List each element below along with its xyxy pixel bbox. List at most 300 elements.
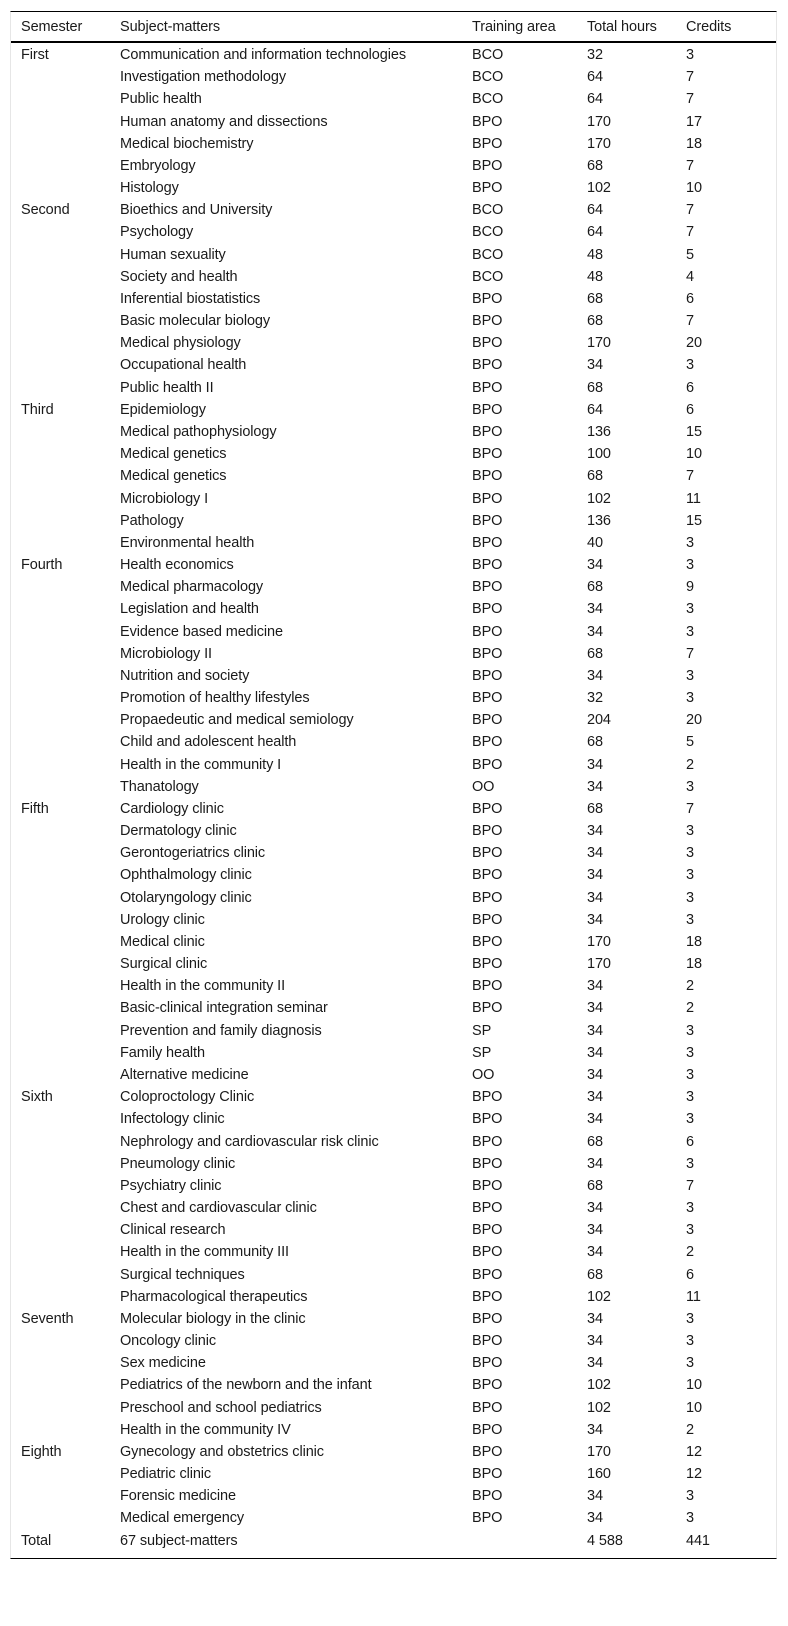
cell-total-hours: 34 [587, 756, 603, 773]
cell-subject-matter: Embryology [120, 157, 196, 174]
cell-subject-matter: Medical physiology [120, 335, 241, 352]
cell-semester: Second [21, 202, 70, 219]
cell-total-hours: 102 [587, 1399, 611, 1416]
table-row [11, 421, 776, 443]
cell-subject-matter: Basic-clinical integration seminar [120, 1000, 328, 1017]
cell-total-hours: 170 [587, 956, 611, 973]
table-row [11, 1020, 776, 1042]
cell-credits: 7 [686, 202, 694, 219]
table-row [11, 1441, 776, 1463]
cell-credits: 17 [686, 113, 702, 130]
cell-subject-matter: Gerontogeriatrics clinic [120, 845, 266, 862]
cell-training-area: BPO [472, 401, 503, 418]
cell-semester: Third [21, 401, 54, 418]
cell-total-hours: 34 [587, 1310, 603, 1327]
cell-total-hours: 68 [587, 800, 603, 817]
cell-training-area: BPO [472, 113, 503, 130]
cell-credits: 7 [686, 157, 694, 174]
table-row [11, 310, 776, 332]
cell-training-area: BPO [472, 1089, 503, 1106]
cell-total-hours: 34 [587, 1089, 603, 1106]
cell-training-area: BPO [472, 534, 503, 551]
cell-subject-matter: Ophthalmology clinic [120, 867, 252, 884]
cell-training-area: BPO [472, 1510, 503, 1527]
cell-credits: 3 [686, 601, 694, 618]
cell-total-hours: 34 [587, 1044, 603, 1061]
table-row [11, 1086, 776, 1108]
cell-training-area: BPO [472, 1488, 503, 1505]
cell-total-hours: 34 [587, 978, 603, 995]
cell-subject-matter: Surgical clinic [120, 956, 208, 973]
cell-subject-matter: Medical genetics [120, 446, 227, 463]
cell-subject-matter: Pediatrics of the newborn and the infant [120, 1377, 372, 1394]
cell-semester [11, 1197, 120, 1219]
cell-credits: 12 [686, 1443, 702, 1460]
cell-semester [11, 1374, 120, 1396]
cell-credits: 6 [686, 1266, 694, 1283]
cell-credits: 3 [686, 911, 694, 928]
cell-credits: 3 [686, 1111, 694, 1128]
cell-total-hours: 102 [587, 180, 611, 197]
table-row [11, 1153, 776, 1175]
header-total-hours: Total hours [587, 12, 686, 42]
cell-subject-matter: Medical emergency [120, 1510, 245, 1527]
cell-total-hours: 136 [587, 512, 611, 529]
cell-credits: 7 [686, 69, 694, 86]
cell-total-hours: 34 [587, 1244, 603, 1261]
cell-credits: 6 [686, 401, 694, 418]
table-row [11, 1485, 776, 1507]
cell-semester [11, 909, 120, 931]
cell-credits: 20 [686, 335, 702, 352]
cell-subject-matter: Propaedeutic and medical semiology [120, 712, 354, 729]
table-row [11, 576, 776, 598]
cell-credits: 15 [686, 424, 702, 440]
total-hours: 4 588 [587, 1532, 623, 1549]
cell-semester: First [21, 47, 49, 64]
cell-total-hours: 68 [587, 1133, 603, 1150]
cell-semester [11, 643, 120, 665]
table-row [11, 687, 776, 709]
table-row [11, 776, 776, 798]
cell-credits: 3 [686, 357, 694, 374]
cell-credits: 2 [686, 756, 694, 773]
cell-credits: 3 [686, 823, 694, 840]
cell-total-hours: 170 [587, 335, 611, 352]
table-row [11, 598, 776, 620]
total-credits: 441 [686, 1532, 710, 1549]
cell-training-area: OO [472, 778, 495, 795]
cell-subject-matter: Pharmacological therapeutics [120, 1288, 308, 1305]
cell-credits: 3 [686, 1355, 694, 1372]
cell-training-area: BCO [472, 91, 504, 108]
table-row [11, 554, 776, 576]
curriculum-table-container [10, 11, 777, 1559]
cell-semester [11, 133, 120, 155]
cell-total-hours: 170 [587, 135, 611, 152]
cell-credits: 10 [686, 1399, 702, 1416]
cell-subject-matter: Dermatology clinic [120, 823, 237, 840]
table-row [11, 1042, 776, 1064]
cell-semester [11, 820, 120, 842]
cell-total-hours: 68 [587, 468, 603, 485]
cell-training-area: BPO [472, 845, 503, 862]
cell-total-hours: 34 [587, 1421, 603, 1438]
cell-semester [11, 1463, 120, 1485]
table-row [11, 1197, 776, 1219]
cell-semester: Seventh [21, 1310, 74, 1327]
cell-training-area: BCO [472, 47, 504, 64]
cell-credits: 6 [686, 1133, 694, 1150]
table-row [11, 1330, 776, 1352]
cell-credits: 2 [686, 1244, 694, 1261]
cell-semester [11, 111, 120, 133]
cell-training-area: BPO [472, 424, 503, 440]
cell-credits: 5 [686, 734, 694, 751]
cell-subject-matter: Sex medicine [120, 1355, 206, 1372]
cell-training-area: SP [472, 1044, 492, 1061]
cell-training-area: BPO [472, 290, 503, 307]
cell-total-hours: 64 [587, 69, 603, 86]
cell-semester [11, 266, 120, 288]
cell-semester [11, 1020, 120, 1042]
cell-total-hours: 160 [587, 1466, 611, 1483]
cell-training-area: BPO [472, 1421, 503, 1438]
cell-total-hours: 34 [587, 889, 603, 906]
table-row [11, 1419, 776, 1441]
cell-training-area: BCO [472, 202, 504, 219]
cell-subject-matter: Health economics [120, 557, 234, 574]
cell-credits: 9 [686, 579, 694, 596]
cell-subject-matter: Pathology [120, 512, 184, 529]
table-row [11, 111, 776, 133]
cell-credits: 18 [686, 956, 702, 973]
cell-semester [11, 931, 120, 953]
cell-credits: 10 [686, 1377, 702, 1394]
table-row [11, 842, 776, 864]
cell-credits: 3 [686, 534, 694, 551]
table-row [11, 931, 776, 953]
table-row [11, 177, 776, 199]
cell-total-hours: 34 [587, 1222, 603, 1239]
cell-semester [11, 1330, 120, 1352]
table-body [11, 42, 776, 1558]
cell-total-hours: 34 [587, 1510, 603, 1527]
table-row [11, 820, 776, 842]
cell-subject-matter: Medical genetics [120, 468, 227, 485]
cell-credits: 3 [686, 1310, 694, 1327]
cell-credits: 3 [686, 690, 694, 707]
cell-training-area: BPO [472, 557, 503, 574]
cell-total-hours: 170 [587, 113, 611, 130]
cell-total-hours: 170 [587, 1443, 611, 1460]
table-row [11, 665, 776, 687]
cell-subject-matter: Nephrology and cardiovascular risk clinic [120, 1133, 379, 1150]
table-row [11, 88, 776, 110]
cell-total-hours: 68 [587, 313, 603, 330]
cell-subject-matter: Infectology clinic [120, 1111, 225, 1128]
table-row [11, 1352, 776, 1374]
table-row [11, 155, 776, 177]
table-row [11, 1241, 776, 1263]
table-row [11, 975, 776, 997]
cell-semester [11, 465, 120, 487]
cell-semester [11, 1485, 120, 1507]
cell-training-area: BPO [472, 1443, 503, 1460]
cell-subject-matter: Nutrition and society [120, 667, 250, 684]
cell-training-area: OO [472, 1066, 495, 1083]
cell-subject-matter: Investigation methodology [120, 69, 286, 86]
cell-subject-matter: Clinical research [120, 1222, 226, 1239]
cell-subject-matter: Inferential biostatistics [120, 290, 261, 307]
table-row [11, 997, 776, 1019]
cell-subject-matter: Psychiatry clinic [120, 1177, 222, 1194]
cell-total-hours: 100 [587, 446, 611, 463]
cell-subject-matter: Public health II [120, 379, 214, 396]
cell-training-area: BPO [472, 357, 503, 374]
cell-training-area: BPO [472, 1266, 503, 1283]
cell-semester [11, 177, 120, 199]
table-row [11, 1130, 776, 1152]
cell-semester [11, 244, 120, 266]
cell-credits: 3 [686, 845, 694, 862]
cell-credits: 7 [686, 800, 694, 817]
cell-subject-matter: Public health [120, 91, 202, 108]
cell-training-area: BPO [472, 512, 503, 529]
cell-total-hours: 68 [587, 379, 603, 396]
cell-credits: 15 [686, 512, 702, 529]
table-row [11, 731, 776, 753]
cell-credits: 3 [686, 1066, 694, 1083]
cell-subject-matter: Microbiology II [120, 645, 212, 662]
cell-semester [11, 1396, 120, 1418]
table-row [11, 864, 776, 886]
cell-total-hours: 34 [587, 867, 603, 884]
cell-total-hours: 34 [587, 1488, 603, 1505]
cell-training-area: BPO [472, 756, 503, 773]
cell-credits: 12 [686, 1466, 702, 1483]
cell-credits: 2 [686, 978, 694, 995]
cell-training-area: SP [472, 1022, 492, 1039]
cell-credits: 3 [686, 1044, 694, 1061]
cell-credits: 7 [686, 645, 694, 662]
cell-subject-matter: Society and health [120, 268, 238, 285]
cell-subject-matter: Medical biochemistry [120, 135, 254, 152]
table-row [11, 266, 776, 288]
table-row [11, 66, 776, 88]
cell-credits: 5 [686, 246, 694, 263]
cell-subject-matter: Pneumology clinic [120, 1155, 236, 1172]
table-row [11, 1263, 776, 1285]
header-credits: Credits [686, 12, 776, 42]
cell-credits: 3 [686, 867, 694, 884]
cell-semester [11, 377, 120, 399]
cell-credits: 3 [686, 1200, 694, 1217]
table-row [11, 1286, 776, 1308]
cell-subject-matter: Prevention and family diagnosis [120, 1022, 322, 1039]
table-row [11, 1308, 776, 1330]
cell-credits: 3 [686, 1022, 694, 1039]
cell-total-hours: 32 [587, 47, 603, 64]
table-row [11, 377, 776, 399]
cell-total-hours: 68 [587, 157, 603, 174]
cell-training-area: BPO [472, 313, 503, 330]
cell-training-area: BPO [472, 1177, 503, 1194]
cell-semester: Sixth [21, 1089, 53, 1106]
cell-training-area: BPO [472, 712, 503, 729]
cell-training-area: BPO [472, 579, 503, 596]
cell-semester: Eighth [21, 1443, 62, 1460]
cell-total-hours: 34 [587, 1333, 603, 1350]
cell-training-area: BPO [472, 889, 503, 906]
cell-total-hours: 34 [587, 357, 603, 374]
cell-subject-matter: Occupational health [120, 357, 247, 374]
table-row [11, 1175, 776, 1197]
table-row [11, 1108, 776, 1130]
table-row [11, 1219, 776, 1241]
table-row [11, 244, 776, 266]
cell-training-area: BPO [472, 335, 503, 352]
cell-subject-matter: Alternative medicine [120, 1066, 249, 1083]
cell-semester [11, 510, 120, 532]
cell-subject-matter: Family health [120, 1044, 205, 1061]
cell-total-hours: 34 [587, 601, 603, 618]
cell-total-hours: 34 [587, 1066, 603, 1083]
table-row [11, 221, 776, 243]
table-row [11, 443, 776, 465]
cell-semester [11, 310, 120, 332]
cell-semester [11, 1175, 120, 1197]
table-row [11, 620, 776, 642]
cell-semester [11, 155, 120, 177]
cell-credits: 3 [686, 1333, 694, 1350]
cell-subject-matter: Oncology clinic [120, 1333, 217, 1350]
cell-semester [11, 997, 120, 1019]
cell-credits: 6 [686, 379, 694, 396]
cell-subject-matter: Gynecology and obstetrics clinic [120, 1443, 324, 1460]
cell-subject-matter: Child and adolescent health [120, 734, 297, 751]
cell-subject-matter: Forensic medicine [120, 1488, 236, 1505]
table-row [11, 332, 776, 354]
cell-total-hours: 34 [587, 1000, 603, 1017]
cell-credits: 11 [686, 1288, 701, 1305]
cell-semester [11, 88, 120, 110]
table-row [11, 1396, 776, 1418]
cell-subject-matter: Health in the community III [120, 1244, 289, 1261]
cell-training-area: BPO [472, 933, 503, 950]
cell-total-hours: 48 [587, 246, 603, 263]
table-row [11, 133, 776, 155]
cell-subject-matter: Urology clinic [120, 911, 205, 928]
table-row [11, 953, 776, 975]
cell-subject-matter: Environmental health [120, 534, 255, 551]
table-row [11, 399, 776, 421]
cell-training-area: BPO [472, 157, 503, 174]
cell-training-area: BPO [472, 1466, 503, 1483]
cell-total-hours: 68 [587, 579, 603, 596]
cell-training-area: BCO [472, 224, 504, 241]
cell-total-hours: 34 [587, 557, 603, 574]
cell-semester [11, 354, 120, 376]
cell-training-area: BPO [472, 823, 503, 840]
cell-training-area: BPO [472, 734, 503, 751]
cell-total-hours: 34 [587, 845, 603, 862]
cell-subject-matter: Communication and information technologies [120, 47, 406, 64]
cell-credits: 7 [686, 313, 694, 330]
cell-subject-matter: Human anatomy and dissections [120, 113, 328, 130]
cell-semester: Fourth [21, 557, 63, 574]
cell-semester [11, 1064, 120, 1086]
cell-training-area: BPO [472, 135, 503, 152]
cell-total-hours: 68 [587, 290, 603, 307]
cell-training-area: BPO [472, 379, 503, 396]
table-row [11, 288, 776, 310]
cell-credits: 3 [686, 1089, 694, 1106]
cell-semester [11, 221, 120, 243]
cell-training-area: BPO [472, 1377, 503, 1394]
cell-credits: 4 [686, 268, 694, 285]
cell-total-hours: 34 [587, 1155, 603, 1172]
cell-subject-matter: Legislation and health [120, 601, 259, 618]
cell-semester [11, 288, 120, 310]
cell-training-area: BPO [472, 800, 503, 817]
cell-training-area: BPO [472, 1200, 503, 1217]
cell-credits: 7 [686, 1177, 694, 1194]
cell-total-hours: 34 [587, 1022, 603, 1039]
table-row [11, 199, 776, 221]
cell-semester [11, 665, 120, 687]
cell-credits: 3 [686, 1155, 694, 1172]
cell-credits: 3 [686, 1222, 694, 1239]
cell-semester [11, 576, 120, 598]
cell-training-area: BPO [472, 1155, 503, 1172]
table-row [11, 1374, 776, 1396]
cell-training-area: BPO [472, 1399, 503, 1416]
cell-credits: 11 [686, 490, 701, 507]
cell-subject-matter: Coloproctology Clinic [120, 1089, 255, 1106]
cell-credits: 3 [686, 1488, 694, 1505]
cell-semester [11, 66, 120, 88]
total-training-area [472, 1530, 587, 1558]
cell-semester [11, 953, 120, 975]
table-row [11, 42, 776, 66]
cell-training-area: BPO [472, 1111, 503, 1128]
cell-credits: 18 [686, 135, 702, 152]
cell-semester [11, 1352, 120, 1374]
table-row [11, 887, 776, 909]
total-row [11, 1530, 776, 1558]
table-row [11, 643, 776, 665]
table-row [11, 465, 776, 487]
cell-subject-matter: Preschool and school pediatrics [120, 1399, 322, 1416]
cell-total-hours: 64 [587, 224, 603, 241]
cell-subject-matter: Thanatology [120, 778, 199, 795]
cell-total-hours: 34 [587, 1355, 603, 1372]
cell-total-hours: 34 [587, 823, 603, 840]
cell-subject-matter: Surgical techniques [120, 1266, 245, 1283]
cell-total-hours: 64 [587, 91, 603, 108]
cell-subject-matter: Epidemiology [120, 401, 206, 418]
cell-credits: 3 [686, 47, 694, 64]
cell-total-hours: 34 [587, 1200, 603, 1217]
cell-credits: 2 [686, 1421, 694, 1438]
cell-credits: 3 [686, 1510, 694, 1527]
table-row [11, 1064, 776, 1086]
cell-total-hours: 32 [587, 690, 603, 707]
cell-semester [11, 731, 120, 753]
cell-credits: 2 [686, 1000, 694, 1017]
table-row [11, 510, 776, 532]
